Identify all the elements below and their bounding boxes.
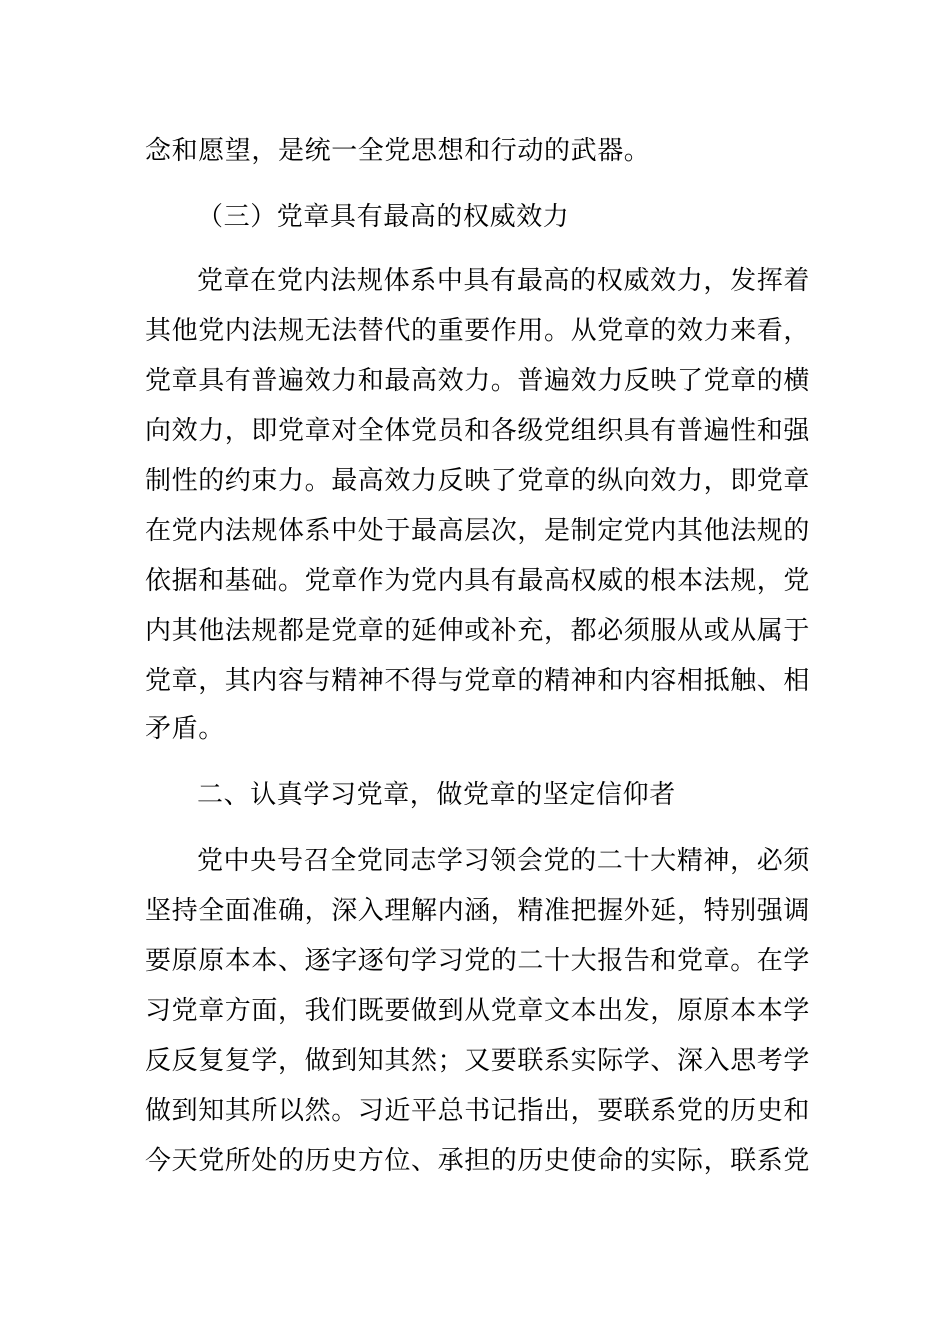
paragraph-line: 党中央号召全党同志学习领会党的二十大精神，必须 — [197, 846, 810, 876]
paragraph-line: 制性的约束力。最高效力反映了党章的纵向效力，即党章 — [145, 466, 810, 496]
paragraph-line: 在党内法规体系中处于最高层次，是制定党内其他法规的 — [145, 516, 810, 546]
paragraph-line: 习党章方面，我们既要做到从党章文本出发，原原本本学 — [145, 996, 810, 1026]
paragraph-line: 内其他法规都是党章的延伸或补充，都必须服从或从属于 — [145, 616, 810, 646]
paragraph-line: 坚持全面准确，深入理解内涵，精准把握外延，特别强调 — [145, 896, 810, 926]
paragraph-line: 反反复复学，做到知其然；又要联系实际学、深入思考学 — [145, 1046, 810, 1076]
paragraph-line: 念和愿望，是统一全党思想和行动的武器。 — [145, 136, 651, 166]
paragraph-line: 党章具有普遍效力和最高效力。普遍效力反映了党章的横 — [145, 366, 810, 396]
paragraph-line: 今天党所处的历史方位、承担的历史使命的实际，联系党 — [145, 1146, 810, 1176]
paragraph-line: 做到知其所以然。习近平总书记指出，要联系党的历史和 — [145, 1096, 810, 1126]
paragraph-line: 党章在党内法规体系中具有最高的权威效力，发挥着 — [197, 266, 810, 296]
paragraph-line: 其他党内法规无法替代的重要作用。从党章的效力来看， — [145, 316, 810, 346]
paragraph-line: 向效力，即党章对全体党员和各级党组织具有普遍性和强 — [145, 416, 810, 446]
section-heading: （三）党章具有最高的权威效力 — [197, 202, 570, 232]
paragraph-line: 依据和基础。党章作为党内具有最高权威的根本法规，党 — [145, 566, 810, 596]
paragraph-line: 党章，其内容与精神不得与党章的精神和内容相抵触、相 — [145, 666, 810, 696]
paragraph-line: 矛盾。 — [145, 714, 225, 744]
section-heading: 二、认真学习党章，做党章的坚定信仰者 — [197, 780, 676, 810]
paragraph-line: 要原原本本、逐字逐句学习党的二十大报告和党章。在学 — [145, 946, 810, 976]
